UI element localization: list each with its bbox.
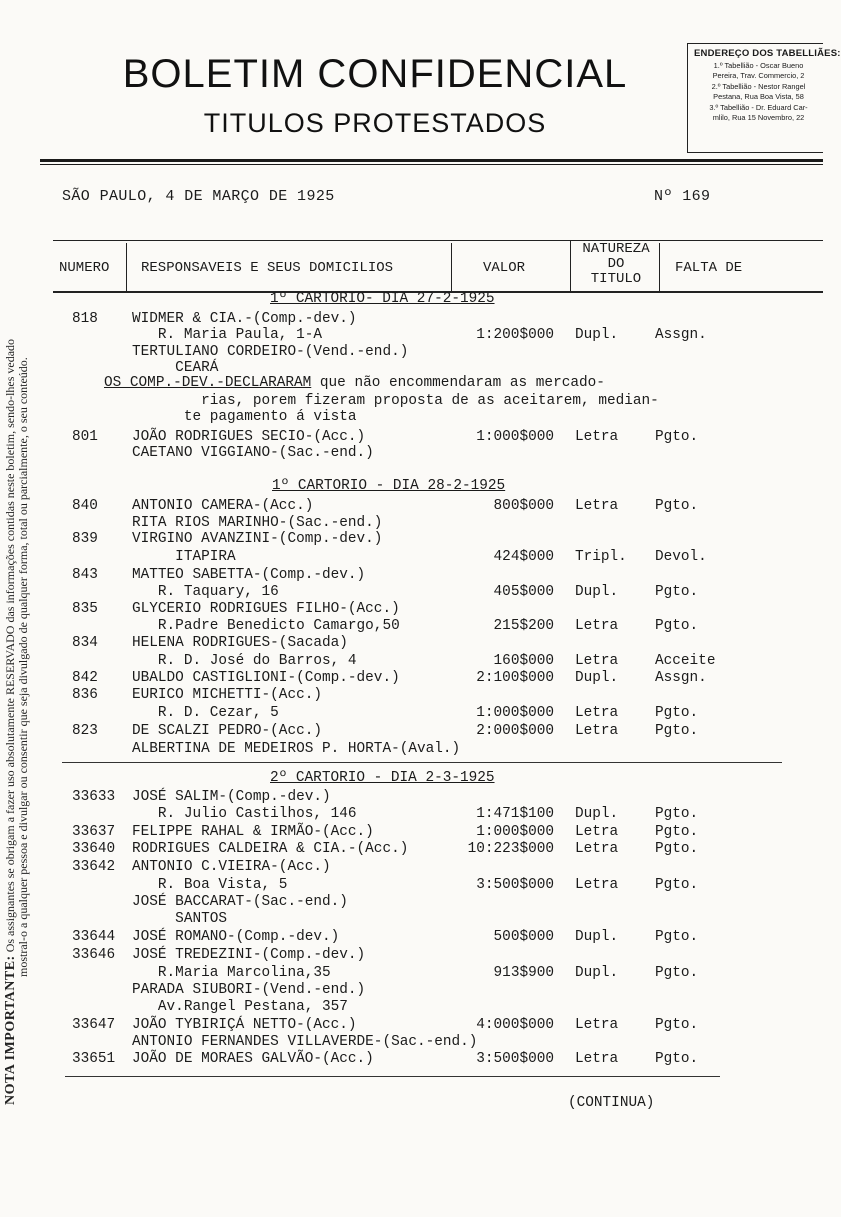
row-description: ANTONIO CAMERA-(Acc.) [132,498,314,514]
row-description: te pagamento á vista [132,409,357,425]
row-description: R. Julio Castilhos, 146 [132,806,357,822]
table-row [0,408,823,426]
notary-address-title: ENDEREÇO DOS TABELLIÃES: [694,48,841,59]
notary-address-box [687,43,841,153]
row-nature: Dupl. [575,965,619,981]
row-reason: Pgto. [655,841,699,857]
row-value: 10:223$000 [467,841,554,857]
row-description: JOÃO TYBIRIÇÁ NETTO-(Acc.) [132,1017,357,1033]
table-header [53,240,823,293]
row-description: SANTOS [132,911,227,927]
row-number: 842 [72,670,98,686]
row-value: 913$900 [493,965,554,981]
table-row [0,634,823,652]
row-reason: Pgto. [655,965,699,981]
row-number: 818 [72,311,98,327]
column-divider [451,243,452,293]
table-row [0,805,823,823]
table-row [0,359,823,377]
row-value: 3:500$000 [476,1051,554,1067]
row-number: 843 [72,567,98,583]
notary-address-line: mlilo, Rua 15 Novembro, 22 [712,113,805,123]
row-description: HELENA RODRIGUES-(Sacada) [132,635,348,651]
row-nature: Letra [575,841,619,857]
row-description: ALBERTINA DE MEDEIROS P. HORTA-(Aval.) [132,741,461,757]
row-nature: Dupl. [575,584,619,600]
notary-address-line: 1.º Tabellião - Oscar Bueno [713,61,804,70]
row-description: EURICO MICHETTI-(Acc.) [132,687,322,703]
bulletin-title: BOLETIM CONFIDENCIAL [122,52,628,96]
row-value: 424$000 [493,549,554,565]
row-value: 3:500$000 [476,877,554,893]
notary-address-line: 2.º Tabellião - Nestor Rangel [711,81,806,91]
table-row [0,1033,823,1051]
column-header-numero: NUMERO [59,260,110,276]
table-row [0,928,823,946]
row-nature: Letra [575,429,619,445]
row-reason: Pgto. [655,498,699,514]
row-description: RODRIGUES CALDEIRA & CIA.-(Acc.) [132,841,409,857]
row-description: R. Maria Paula, 1-A [132,327,322,343]
footer-rule [65,1076,720,1077]
row-number: 33644 [72,929,116,945]
important-note-line: mostral-o a qualquer pessoa e divulgar ou consentir que seja divulgado de qualquer forma, total ou parcialmente, o seu conteúdo. [16,357,30,977]
row-description: R. D. Cezar, 5 [132,705,279,721]
column-divider [126,243,127,293]
row-number: 834 [72,635,98,651]
row-value: 1:471$100 [476,806,554,822]
row-reason: Pgto. [655,929,699,945]
row-reason: Pgto. [655,618,699,634]
table-row [0,981,823,999]
row-number: 33646 [72,947,116,963]
row-description: R.Padre Benedicto Camargo,50 [132,618,400,634]
section-heading: 1º CARTORIO - DIA 28-2-1925 [272,478,506,494]
row-description: JOSÉ TREDEZINI-(Comp.-dev.) [132,947,366,963]
row-description: JOSÉ ROMANO-(Comp.-dev.) [132,929,340,945]
row-reason: Assgn. [655,670,707,686]
row-reason: Assgn. [655,327,707,343]
table-row [0,910,823,928]
notary-address-line: Pereira, Trav. Commercio, 2 [712,71,805,81]
row-description: ANTONIO FERNANDES VILLAVERDE-(Sac.-end.) [132,1034,478,1050]
section-heading: 2º CARTORIO - DIA 2-3-1925 [270,770,495,786]
row-reason: Pgto. [655,1017,699,1033]
row-nature: Letra [575,877,619,893]
section-heading: 1º CARTORIO- DIA 27-2-1925 [270,291,495,307]
table-row [0,964,823,982]
table-row [0,548,823,566]
row-value: 1:200$000 [476,327,554,343]
table-row [0,652,823,670]
row-reason: Devol. [655,549,707,565]
table-row [0,876,823,894]
row-number: 33642 [72,859,116,875]
row-description: MATTEO SABETTA-(Comp.-dev.) [132,567,366,583]
row-description: CAETANO VIGGIANO-(Sac.-end.) [132,445,374,461]
row-number: 839 [72,531,98,547]
important-note [4,235,30,1105]
row-number: 801 [72,429,98,445]
row-description: DE SCALZI PEDRO-(Acc.) [132,723,322,739]
continua-label: (CONTINUA) [568,1095,655,1111]
row-value: 405$000 [493,584,554,600]
row-nature: Letra [575,1051,619,1067]
table-row [0,823,823,841]
row-value: 2:000$000 [476,723,554,739]
table-row [0,444,823,462]
row-description: R. D. José do Barros, 4 [132,653,357,669]
table-row [0,722,823,740]
row-value: 500$000 [493,929,554,945]
table-row [0,530,823,548]
column-header-responsaveis: RESPONSAVEIS E SEUS DOMICILIOS [141,260,394,276]
table-row [0,1016,823,1034]
table-row [0,617,823,635]
notary-address-line: Pestana, Rua Boa Vista, 58 [713,92,804,102]
row-number: 840 [72,498,98,514]
row-reason: Pgto. [655,705,699,721]
table-row [0,497,823,515]
table-row [0,566,823,584]
row-value: 1:000$000 [476,824,554,840]
table-row [0,1050,823,1068]
issue-number: Nº 169 [654,188,711,205]
row-description: ITAPIRA [132,549,236,565]
table-row [0,858,823,876]
row-description: CEARÁ [132,360,219,376]
declaration-line: OS COMP.-DEV.-DECLARARAM que não encommendaram as mercado- [104,375,605,391]
row-number: 835 [72,601,98,617]
row-nature: Letra [575,498,619,514]
row-nature: Dupl. [575,670,619,686]
row-description: R. Taquary, 16 [132,584,279,600]
table-row [0,998,823,1016]
notary-address-line: 3.º Tabellião - Dr. Eduard Car- [709,102,808,112]
table-row [0,946,823,964]
row-nature: Tripl. [575,549,627,565]
table-row [0,740,823,758]
table-row [0,788,823,806]
row-value: 1:000$000 [476,429,554,445]
row-description: R.Maria Marcolina,35 [132,965,331,981]
row-description: R. Boa Vista, 5 [132,877,288,893]
row-nature: Dupl. [575,327,619,343]
row-value: 2:100$000 [476,670,554,686]
row-nature: Letra [575,1017,619,1033]
table-row [0,704,823,722]
row-description: UBALDO CASTIGLIONI-(Comp.-dev.) [132,670,400,686]
dateline: SÃO PAULO, 4 DE MARÇO DE 1925 [62,188,335,205]
row-description: JOSÉ SALIM-(Comp.-dev.) [132,789,331,805]
row-number: 33637 [72,824,116,840]
row-description: PARADA SIUBORI-(Vend.-end.) [132,982,366,998]
row-nature: Letra [575,723,619,739]
row-number: 836 [72,687,98,703]
row-reason: Pgto. [655,877,699,893]
row-description: JOÃO RODRIGUES SECIO-(Acc.) [132,429,366,445]
row-number: 823 [72,723,98,739]
row-reason: Pgto. [655,806,699,822]
important-note-heading: NOTA IMPORTANTE: [3,955,18,1105]
row-reason: Pgto. [655,723,699,739]
row-description: JOSÉ BACCARAT-(Sac.-end.) [132,894,348,910]
table-row [0,893,823,911]
row-description: Av.Rangel Pestana, 357 [132,999,348,1015]
table-row [0,326,823,344]
bulletin-subtitle: TITULOS PROTESTADOS [203,108,547,138]
row-number: 33633 [72,789,116,805]
row-reason: Acceite [655,653,716,669]
header-rule-thin [40,164,823,165]
row-nature: Letra [575,824,619,840]
row-number: 33651 [72,1051,116,1067]
row-description: JOÃO DE MORAES GALVÃO-(Acc.) [132,1051,374,1067]
row-value: 215$200 [493,618,554,634]
row-description: GLYCERIO RODRIGUES FILHO-(Acc.) [132,601,400,617]
row-nature: Letra [575,653,619,669]
table-row [0,686,823,704]
row-number: 33640 [72,841,116,857]
row-nature: Dupl. [575,929,619,945]
row-nature: Letra [575,705,619,721]
row-reason: Pgto. [655,824,699,840]
row-reason: Pgto. [655,1051,699,1067]
row-description: FELIPPE RAHAL & IRMÃO-(Acc.) [132,824,374,840]
row-value: 800$000 [493,498,554,514]
row-value: 4:000$000 [476,1017,554,1033]
table-row [0,669,823,687]
important-note-line: Os assignantes se obrigam a fazer uso absolutamente RESERVADO das informações contidas neste boletim, sendo-lhes vedado [3,338,17,953]
row-nature: Letra [575,618,619,634]
row-nature: Dupl. [575,806,619,822]
column-header-natureza: NATUREZA DO TITULO [582,241,650,287]
row-value: 160$000 [493,653,554,669]
table-row [0,600,823,618]
row-value: 1:000$000 [476,705,554,721]
table-row [0,840,823,858]
row-reason: Pgto. [655,584,699,600]
row-description: RITA RIOS MARINHO-(Sac.-end.) [132,515,383,531]
row-number: 33647 [72,1017,116,1033]
column-header-falta: FALTA DE [675,260,743,276]
row-description: TERTULIANO CORDEIRO-(Vend.-end.) [132,344,409,360]
row-description: rias, porem fizeram proposta de as aceitarem, median- [132,393,659,409]
column-header-valor: VALOR [483,260,526,276]
table-row [0,583,823,601]
row-description: ANTONIO C.VIEIRA-(Acc.) [132,859,331,875]
row-description: VIRGINO AVANZINI-(Comp.-dev.) [132,531,383,547]
header-rule-thick [40,159,823,162]
row-description: WIDMER & CIA.-(Comp.-dev.) [132,311,357,327]
row-reason: Pgto. [655,429,699,445]
section-divider [62,762,782,763]
